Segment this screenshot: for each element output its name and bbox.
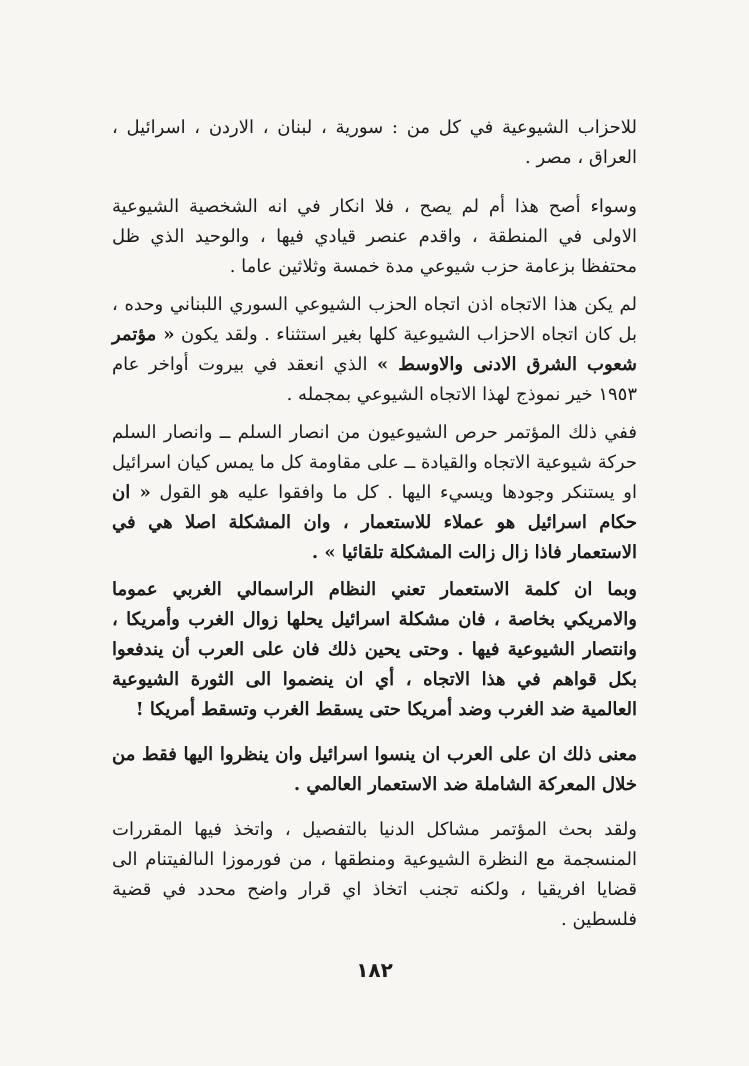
paragraph-1-text: للاحزاب الشيوعية في كل من : سورية ، لبنان ، الاردن ، اسرائيل ، العراق ، مصر . xyxy=(112,117,637,168)
paragraph-2-text: وسواء أصح هذا أم لم يصح ، فلا انكار في انه الشخصية الشيوعية الاولى في المنطقة ، واقدم عنصر قيادي فيها ، والوحيد الذي ظل محتفظا بزعامة حزب شيوعي مدة خمسة وثلاثين عاما . xyxy=(112,196,637,277)
paragraph-3-text-end: الذي انعقد في بيروت أواخر عام ١٩٥٣ خير نموذج لهذا الاتجاه الشيوعي بمجمله . xyxy=(112,354,637,405)
paragraph-6 xyxy=(112,740,637,800)
paragraph-1 xyxy=(112,113,637,173)
paragraph-4-quote: « ان حكام اسرائيل هو عملاء للاستعمار ، وان المشكلة اصلا هي في الاستعمار فاذا زال زالت المشكلة تلقائيا » . xyxy=(112,482,637,563)
conference-name: « مؤتمر شعوب الشرق الادنى والاوسط » xyxy=(112,324,638,375)
paragraph-5-text: وبما ان كلمة الاستعمار تعني النظام الراسمالي الغربي عموما والامريكي بخاصة ، فان مشكلة اسرائيل يحلها زوال الغرب وأمريكا ، وانتصار الشيوعية فيها . وحتى يحين ذلك فان على العرب أن يندفعوا بكل قواهم في هذا الاتجاه ، أي ان ينضموا الى الثورة الشيوعية العالمية ضد الغرب وضد أمريكا حتى يسقط الغرب وتسقط أمريكا ! xyxy=(112,579,637,720)
paragraph-2 xyxy=(112,192,637,282)
paragraph-6-text: معنى ذلك ان على العرب ان ينسوا اسرائيل وان ينظروا اليها فقط من خلال المعركة الشاملة ضد الاستعمار العالمي . xyxy=(112,744,637,795)
paragraph-7-text: ولقد بحث المؤتمر مشاكل الدنيا بالتفصيل ، واتخذ فيها المقررات المنسجمة مع النظرة الشيوعية ومنطقها ، من فورموزا الىالفيتنام الى قضايا افريقيا ، ولكنه تجنب اتخاذ اي قرار واضح محدد في قضية فلسطين . xyxy=(112,819,637,930)
paragraph-3 xyxy=(112,290,637,410)
paragraph-7 xyxy=(112,815,637,935)
page-number: ١٨٢ xyxy=(356,958,393,982)
paragraph-5 xyxy=(112,575,637,725)
paragraph-4-text: ففي ذلك المؤتمر حرص الشيوعيون من انصار السلم ــ وانصار السلم حركة شيوعية الاتجاه والقيادة ــ على مقاومة كل ما يمس كيان اسرائيل او يستنكر وجودها ويسيء اليها . كل ما وافقوا عليه هو القول xyxy=(112,422,637,503)
paragraph-3-text-start: لم يكن هذا الاتجاه اذن اتجاه الحزب الشيوعي السوري اللبناني وحده ، بل كان اتجاه الاحزاب الشيوعية كلها بغير استثناء . ولقد يكون xyxy=(112,294,637,345)
paragraph-4 xyxy=(112,418,637,568)
